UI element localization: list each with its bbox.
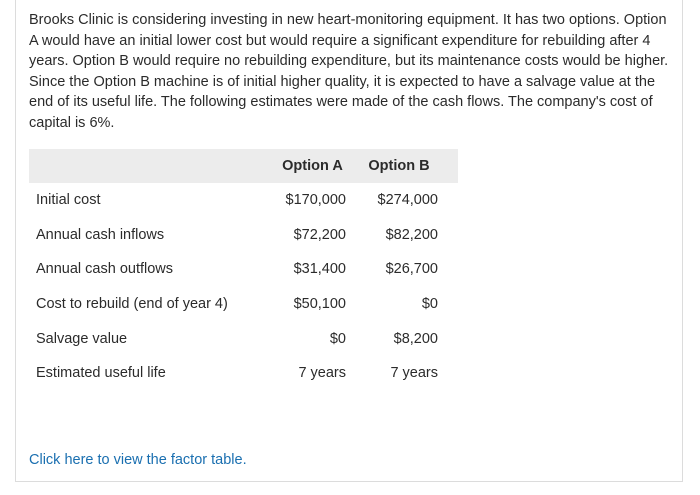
row-label: Initial cost bbox=[36, 192, 101, 209]
option-b-value: $0 bbox=[421, 296, 438, 313]
cash-flow-table bbox=[29, 149, 458, 391]
header-option-b: Option B bbox=[368, 158, 430, 174]
option-b-value: $26,700 bbox=[385, 261, 438, 278]
row-label: Cost to rebuild (end of year 4) bbox=[36, 296, 228, 313]
row-label: Annual cash outflows bbox=[36, 261, 174, 278]
option-a-value: $50,100 bbox=[293, 296, 346, 313]
option-a-value: $0 bbox=[329, 330, 346, 347]
row-label: Annual cash inflows bbox=[36, 226, 165, 243]
option-a-value: $170,000 bbox=[285, 192, 346, 209]
option-a-value: 7 years bbox=[298, 365, 346, 382]
option-a-value: $31,400 bbox=[293, 261, 346, 278]
table-row bbox=[29, 356, 458, 391]
table-row bbox=[29, 183, 458, 218]
problem-description: Brooks Clinic is considering investing in new heart-monitoring equipment. It has two options. Option A would have an initial lower cost but would require a significant expenditure for rebuilding after 4 years. Option B would require no rebuilding expenditure, but its maintenance costs would be higher. Since the Option B machine is of initial higher quality, it is expected to have a salvage value at the end of its useful life. The following estimates were made of the cash flows. The company's cost of capital is 6%. bbox=[29, 12, 669, 131]
header-blank bbox=[29, 149, 259, 183]
table-row bbox=[29, 321, 458, 356]
option-b-value: $274,000 bbox=[377, 192, 438, 209]
option-b-value: $82,200 bbox=[385, 226, 438, 243]
table-row bbox=[29, 218, 458, 253]
option-b-value: $8,200 bbox=[393, 330, 438, 347]
row-label: Salvage value bbox=[36, 330, 128, 347]
table-row bbox=[29, 252, 458, 287]
header-spacer bbox=[438, 149, 458, 183]
factor-table-link[interactable]: Click here to view the factor table. bbox=[29, 452, 247, 468]
option-a-value: $72,200 bbox=[293, 226, 346, 243]
header-option-a: Option A bbox=[282, 158, 343, 174]
row-label: Estimated useful life bbox=[36, 365, 166, 382]
table-header-row bbox=[29, 149, 458, 183]
table-row bbox=[29, 287, 458, 322]
option-b-value: 7 years bbox=[390, 365, 438, 382]
